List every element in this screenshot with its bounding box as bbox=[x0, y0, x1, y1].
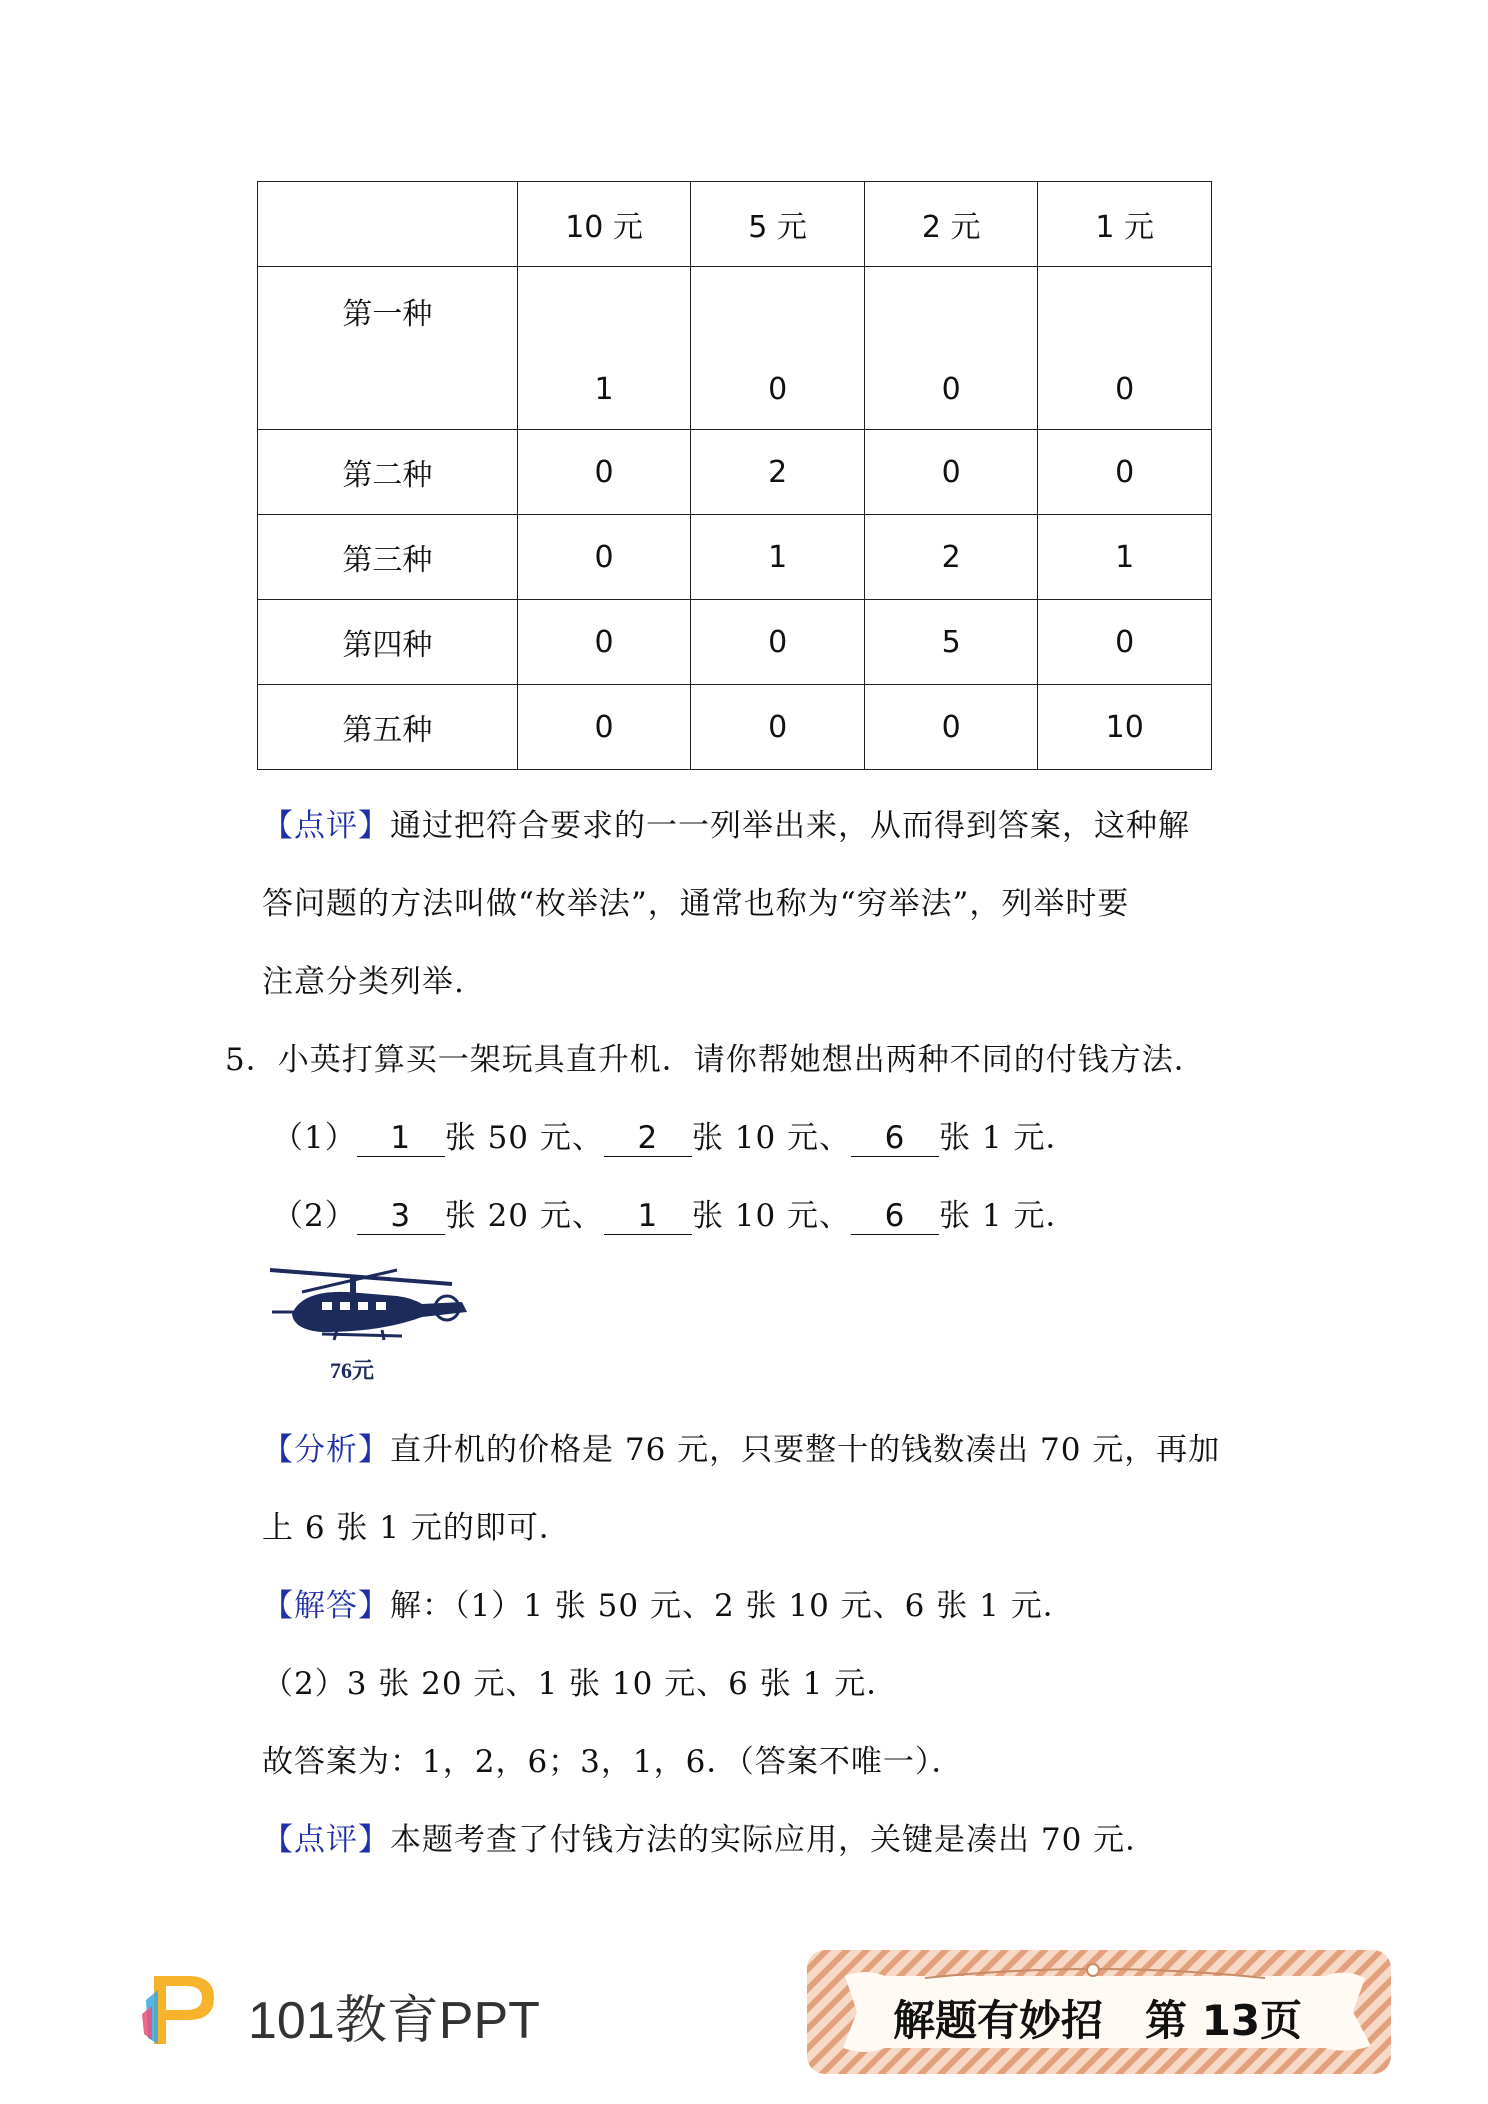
comment-line-2: 答问题的方法叫做“枚举法”，通常也称为“穷举法”，列举时要 bbox=[262, 886, 1130, 922]
table-cell: 0 bbox=[864, 430, 1038, 515]
analysis-line-1 bbox=[262, 1424, 1220, 1469]
analysis-line-2: 上 6 张 1 元的即可． bbox=[262, 1510, 571, 1546]
table-cell: 1 bbox=[1038, 515, 1212, 600]
comment-tag: 【点评】 bbox=[262, 1822, 390, 1858]
table-cell: 0 bbox=[517, 430, 691, 515]
table-header-cell: 5 元 bbox=[691, 182, 865, 267]
table-cell: 10 bbox=[1038, 685, 1212, 770]
table-cell: 1 bbox=[691, 515, 865, 600]
answer-text: 解：（1）1 张 50 元、2 张 10 元、6 张 1 元． bbox=[390, 1588, 1075, 1624]
row-label: 第一种 bbox=[258, 267, 518, 430]
table-cell: 0 bbox=[1038, 267, 1212, 430]
answer-blank: 1 bbox=[357, 1120, 445, 1157]
table-cell: 0 bbox=[691, 600, 865, 685]
comment-tag: 【点评】 bbox=[262, 808, 390, 844]
table-cell: 0 bbox=[691, 267, 865, 430]
row-label: 第二种 bbox=[258, 430, 518, 515]
brand-p-icon bbox=[140, 1960, 230, 2050]
option-prefix: （1） bbox=[272, 1120, 357, 1156]
option-text: 张 50 元、 bbox=[444, 1120, 604, 1156]
table-row bbox=[258, 267, 1212, 430]
option-1 bbox=[272, 1112, 1077, 1157]
answer-line-2: （2）3 张 20 元、1 张 10 元、6 张 1 元． bbox=[262, 1666, 899, 1702]
table-cell: 0 bbox=[1038, 430, 1212, 515]
answer-blank: 6 bbox=[851, 1120, 939, 1157]
table-cell: 0 bbox=[517, 600, 691, 685]
helicopter-image bbox=[262, 1262, 472, 1382]
answer-line-1 bbox=[262, 1580, 1075, 1625]
row-label: 第四种 bbox=[258, 600, 518, 685]
table-header-cell: 1 元 bbox=[1038, 182, 1212, 267]
table-header-row bbox=[258, 182, 1212, 267]
row-label: 第三种 bbox=[258, 515, 518, 600]
table-header-cell: 2 元 bbox=[864, 182, 1038, 267]
table-row bbox=[258, 685, 1212, 770]
option-text: 张 10 元、 bbox=[691, 1198, 852, 1234]
table-cell: 0 bbox=[864, 685, 1038, 770]
comment-line-1 bbox=[262, 800, 1190, 845]
table-header-cell: 10 元 bbox=[517, 182, 691, 267]
table-cell: 2 bbox=[691, 430, 865, 515]
table-row bbox=[258, 515, 1212, 600]
table-cell: 0 bbox=[691, 685, 865, 770]
option-text: 张 20 元、 bbox=[444, 1198, 604, 1234]
option-text: 张 1 元． bbox=[939, 1198, 1078, 1234]
helicopter-icon bbox=[262, 1262, 472, 1362]
answer-tag: 【解答】 bbox=[262, 1588, 390, 1624]
row-label: 第五种 bbox=[258, 685, 518, 770]
table-row bbox=[258, 430, 1212, 515]
option-prefix: （2） bbox=[272, 1198, 357, 1234]
table-header-cell bbox=[258, 182, 518, 267]
page-number-label: 解题有妙招 第 13页 bbox=[893, 1996, 1303, 2045]
table-cell: 5 bbox=[864, 600, 1038, 685]
comment-line-3: 注意分类列举. bbox=[262, 964, 465, 1000]
table-cell: 0 bbox=[1038, 600, 1212, 685]
answer-blank: 3 bbox=[357, 1198, 445, 1235]
comment-text: 通过把符合要求的一一列举出来，从而得到答案，这种解 bbox=[390, 808, 1190, 844]
table-row bbox=[258, 600, 1212, 685]
option-text: 张 1 元． bbox=[939, 1120, 1078, 1156]
question-5-text: 5．小英打算买一架玩具直升机．请你帮她想出两种不同的付钱方法． bbox=[225, 1042, 1206, 1078]
table-cell: 2 bbox=[864, 515, 1038, 600]
table-cell: 0 bbox=[517, 515, 691, 600]
comment-text: 本题考查了付钱方法的实际应用，关键是凑出 70 元． bbox=[390, 1822, 1158, 1858]
answer-blank: 1 bbox=[604, 1198, 692, 1235]
table-cell: 0 bbox=[864, 267, 1038, 430]
answer-blank: 6 bbox=[851, 1198, 939, 1235]
option-text: 张 10 元、 bbox=[691, 1120, 852, 1156]
brand-name: 101教育PPT bbox=[248, 1992, 540, 2050]
comment2-line-1 bbox=[262, 1814, 1157, 1859]
analysis-text: 直升机的价格是 76 元，只要整十的钱数凑出 70 元，再加 bbox=[390, 1432, 1221, 1468]
analysis-tag: 【分析】 bbox=[262, 1432, 390, 1468]
answer-blank: 2 bbox=[604, 1120, 692, 1157]
price-label: 76元 bbox=[330, 1358, 375, 1383]
answer-line-3: 故答案为：1，2，6；3，1，6．（答案不唯一）． bbox=[262, 1744, 964, 1780]
table-cell: 1 bbox=[517, 267, 691, 430]
coin-combination-table bbox=[257, 181, 1212, 770]
table-cell: 0 bbox=[517, 685, 691, 770]
option-2 bbox=[272, 1190, 1077, 1235]
